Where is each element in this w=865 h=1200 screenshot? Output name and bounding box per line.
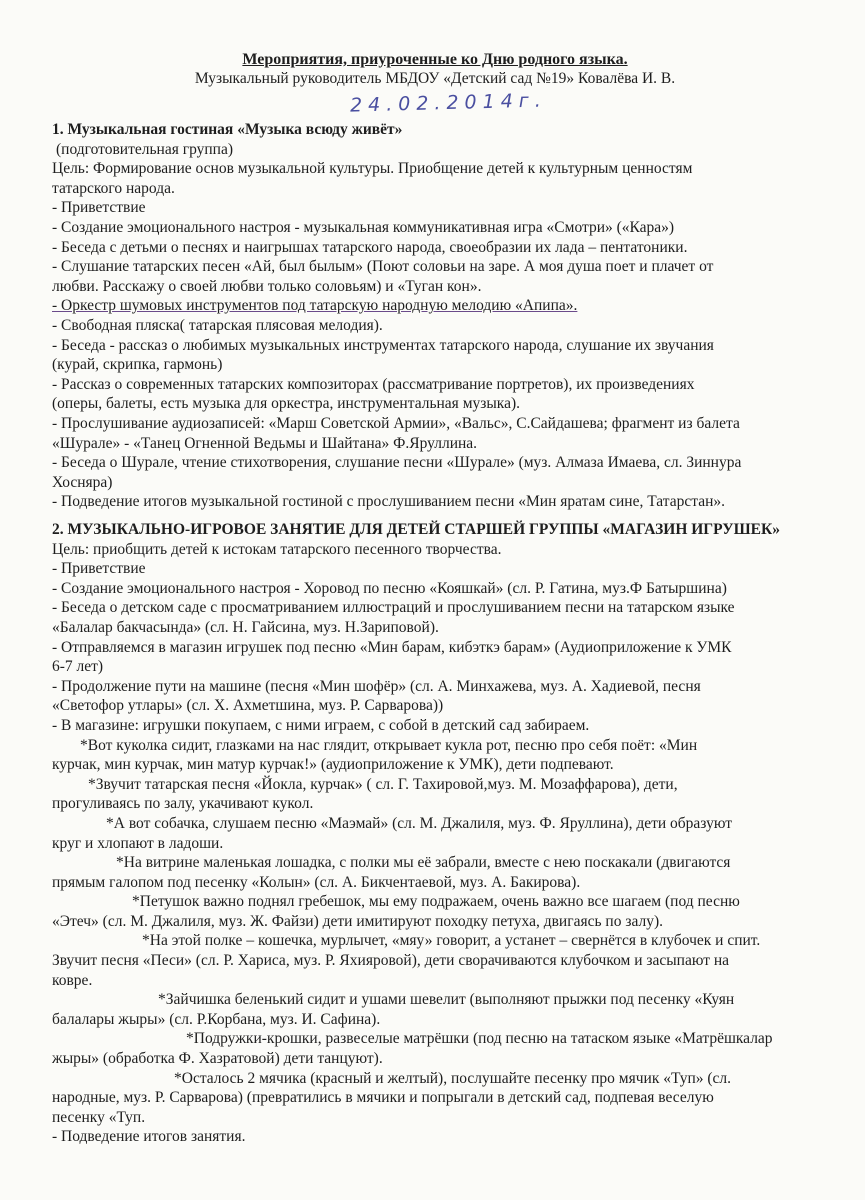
text-line: - Беседа о детском саде с просматриванием иллюстраций и прослушиванием песни на татарском языке: [52, 599, 735, 617]
section-heading: 1. Музыкальная гостиная «Музыка всюду живёт»: [52, 121, 403, 138]
document-title: Мероприятия, приуроченные ко Дню родного языка.: [242, 51, 628, 68]
text-line: - Подведение итогов занятия.: [52, 1128, 246, 1146]
text-line: - Беседа - рассказ о любимых музыкальных инструментах татарского народа, слушание их звучания: [52, 336, 714, 354]
text-line: - Продолжение пути на машине (песня «Мин шофёр» (сл. А. Минхажева, муз. А. Хадиевой, песня: [52, 677, 701, 695]
text-line: - Приветствие: [52, 199, 146, 217]
text-line: «Шурале» - «Танец Огненной Ведьмы и Шайтана» Ф.Яруллина.: [52, 434, 478, 452]
text-line: жыры» (обработка Ф. Хазратовой) дети танцуют).: [52, 1050, 383, 1068]
text-line: - Прослушивание аудиозаписей: «Марш Советской Армии», «Вальс», С.Сайдашева; фрагмент из балета: [52, 414, 740, 432]
text-line: - Рассказ о современных татарских композиторах (рассматривание портретов), их произведениях: [52, 375, 695, 393]
text-line: любви. Расскажу о своей любви только соловьям) и «Туган кон».: [52, 277, 482, 295]
text-line: *Осталось 2 мячика (красный и желтый), послушайте песенку про мячик «Туп» (сл.: [174, 1069, 732, 1087]
text-line: прогуливаясь по залу, укачивают кукол.: [52, 795, 314, 813]
text-line: *На витрине маленькая лошадка, с полки мы её забрали, вместе с нею поскакали (двигаются: [116, 854, 731, 872]
text-line: *Звучит татарская песня «Йокла, курчак» ( сл. Г. Тахировой,муз. М. Мозаффарова), дети,: [88, 775, 678, 793]
text-line: «Балалар бакчасында» (сл. Н. Гайсина, муз. Н.Зариповой).: [52, 618, 439, 636]
text-line: балалары жыры» (сл. Р.Корбана, муз. И. Сафина).: [52, 1010, 381, 1028]
text-line: народные, муз. Р. Сарварова) (превратились в мячики и попрыгали в детский сад, подпевая веселую: [52, 1089, 714, 1107]
document-subtitle: Музыкальный руководитель МБДОУ «Детский сад №19» Ковалёва И. В.: [194, 70, 676, 87]
handwritten-date: 24.02.2014г.: [349, 89, 548, 117]
text-line: ковре.: [52, 971, 93, 989]
text-line: - Создание эмоционального настроя - музыкальная коммуникативная игра «Смотри» («Кара»): [52, 218, 675, 236]
text-line: Звучит песня «Песи» (сл. Р. Хариса, муз. Р. Яхияровой), дети сворачиваются клубочком и засыпают на: [52, 952, 730, 970]
section-toy-shop: [52, 520, 842, 1147]
text-line: - Отправляемся в магазин игрушек под песню «Мин барам, кибэткэ барам» (Аудиоприложение к УМК: [52, 638, 732, 656]
text-line: - В магазине: игрушки покупаем, с ними играем, с собой в детский сад забираем.: [52, 716, 590, 734]
section-heading: 2. МУЗЫКАЛЬНО-ИГРОВОЕ ЗАНЯТИЕ ДЛЯ ДЕТЕЙ СТАРШЕЙ ГРУППЫ «МАГАЗИН ИГРУШЕК»: [52, 521, 780, 538]
text-line: (оперы, балеты, есть музыка для оркестра, инструментальная музыка).: [52, 395, 520, 413]
text-line: (курай, скрипка, гармонь): [52, 356, 223, 374]
section-music-salon: [52, 120, 842, 512]
text-line: 6-7 лет): [52, 658, 104, 676]
text-line: татарского народа.: [52, 179, 175, 197]
text-line: - Создание эмоционального настроя - Хоровод по песню «Кояшкай» (сл. Р. Гатина, муз.Ф Батыршина): [52, 579, 727, 597]
text-line: - Беседа о Шурале, чтение стихотворения, слушание песни «Шурале» (муз. Алмаза Имаева, сл. Зиннура: [52, 454, 742, 472]
text-line: Цель: Формирование основ музыкальной культуры. Приобщение детей к культурным ценностям: [52, 160, 693, 178]
text-line: песенку «Туп.: [52, 1108, 146, 1126]
text-line: Цель: приобщить детей к истокам татарского песенного творчества.: [52, 540, 502, 558]
text-line: курчак, мин курчак, мин матур курчак!» (аудиоприложение к УМК), дети подпевают.: [52, 756, 614, 774]
text-line: *Петушок важно поднял гребешок, мы ему подражаем, очень важно все шагаем (под песню: [132, 893, 740, 911]
text-line: *А вот собачка, слушаем песню «Маэмай» (сл. М. Джалиля, муз. Ф. Яруллина), дети образуют: [106, 814, 732, 832]
text-line: *На этой полке – кошечка, мурлычет, «мяу» говорит, а устанет – свернётся в клубочек и спит.: [142, 932, 761, 950]
text-line: - Свободная пляска( татарская плясовая мелодия).: [52, 316, 383, 334]
text-line: - Приветствие: [52, 560, 146, 578]
text-line: (подготовительная группа): [56, 140, 234, 158]
text-line: Хосняра): [52, 473, 113, 491]
text-line: *Вот куколка сидит, глазками на нас глядит, открывает кукла рот, песню про себя поёт: «Мин: [80, 736, 698, 754]
text-line: - Беседа с детьми о песнях и наигрышах татарского народа, своеобразии их лада – пентатоники.: [52, 238, 688, 256]
text-line: «Этеч» (сл. М. Джалиля, муз. Ж. Файзи) дети имитируют походку петуха, двигаясь по залу).: [52, 912, 663, 930]
text-line: *Зайчишка беленький сидит и ушами шевелит (выполняют прыжки под песенку «Куян: [158, 991, 735, 1009]
text-line: - Подведение итогов музыкальной гостиной с прослушиванием песни «Мин яратам сине, Татарстан».: [52, 493, 726, 511]
document-page: [40, 50, 830, 1146]
text-line: «Светофор утлары» (сл. Х. Ахметшина, муз. Р. Сарварова)): [52, 697, 444, 715]
text-line: *Подружки-крошки, развеселые матрёшки (под песню на татаском языке «Матрёшкалар: [186, 1030, 773, 1048]
text-line: круг и хлопают в ладоши.: [52, 834, 224, 852]
text-line: - Слушание татарских песен «Ай, был былым» (Поют соловьи на заре. А моя душа поет и плачет от: [52, 258, 714, 276]
text-line: - Оркестр шумовых инструментов под татарскую народную мелодию «Апипа».: [52, 297, 578, 315]
text-line: прямым галопом под песенку «Колын» (сл. А. Бикчентаевой, муз. А. Бакирова).: [52, 873, 581, 891]
